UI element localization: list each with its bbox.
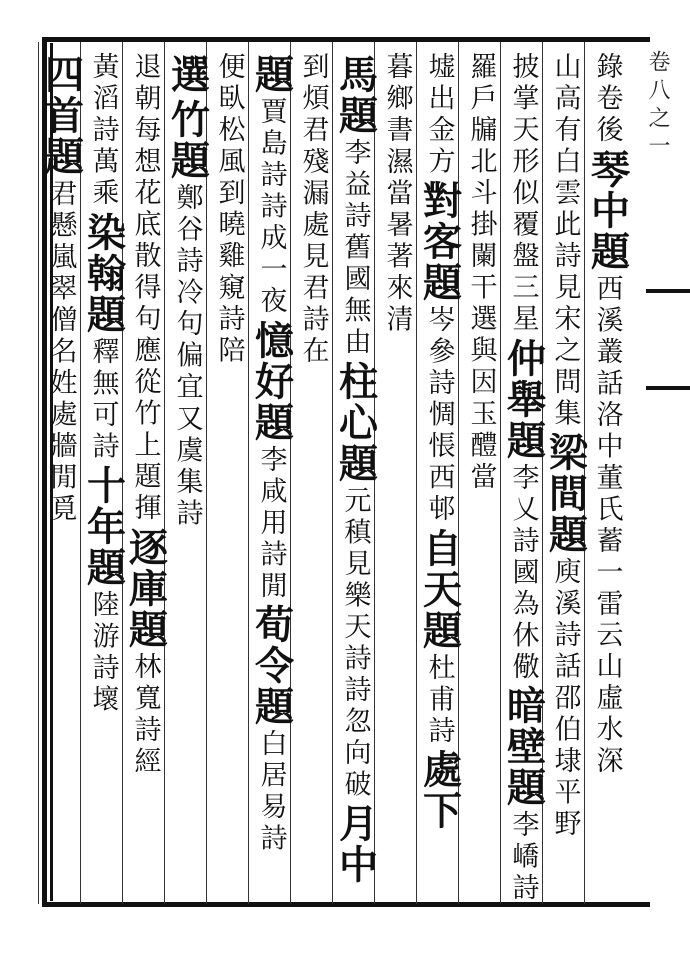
entry-title: 選	[164, 54, 211, 95]
column-text: 釋無可詩	[87, 336, 119, 463]
column-text: 到煩君	[297, 52, 329, 147]
column-text: 錄卷後	[591, 52, 623, 147]
column-text: 陸游詩壞	[87, 589, 119, 716]
column-text: 李嶠詩	[507, 810, 539, 905]
column-text: 披掌天形似覆盤三星	[507, 52, 539, 336]
column-text: 嵐翠僧名姓處	[45, 242, 77, 431]
entry-title: 竹題	[164, 99, 211, 181]
column-text: 白居易詩	[255, 729, 287, 855]
entry-title: 荀令題	[248, 604, 295, 727]
column-text: 山高有白雲此詩見宋之問集	[549, 52, 581, 430]
entry-title: 暗壁題	[500, 685, 547, 808]
column-text: 詩陪	[213, 304, 245, 367]
column-text: 黃滔詩萬乘	[87, 52, 119, 210]
column-text: 鄭谷詩冷句偏宜	[171, 183, 203, 404]
column-text: 李益詩舊國無由	[339, 138, 371, 359]
entry-title: 染翰題	[80, 211, 127, 335]
entry-title: 處下	[416, 749, 463, 831]
margin-label: 卷八之一	[645, 50, 670, 162]
entry-title: 四首題	[38, 54, 85, 177]
column-text: 云山虛水深	[591, 620, 623, 778]
entry-title: 憶好題	[248, 319, 295, 443]
column-text: 殘漏處見君詩在	[297, 146, 329, 367]
entry-title: 梁間題	[542, 432, 589, 555]
column-text: 選與因	[465, 304, 497, 399]
column-text: 羅戶牖北斗掛闌干	[465, 52, 497, 304]
entry-title: 月中	[332, 802, 379, 885]
column-text: 岑參詩惆悵西邨	[423, 305, 455, 526]
entry-title: 十年題	[80, 464, 127, 588]
entry-title: 自天題	[416, 527, 463, 651]
column-text: 退朝每想花底散得句應從竹上題	[129, 52, 161, 493]
entry-title: 題	[248, 54, 295, 95]
edge-mark-upper	[646, 289, 690, 293]
column-text: 便臥松風到曉雞	[213, 52, 245, 273]
column-text: 揮	[129, 493, 161, 525]
column-text: 窺	[213, 272, 245, 304]
column-text: 西溪叢話洛中董氏蓄一雷	[591, 273, 623, 620]
column-text: 墟出金方	[423, 52, 455, 178]
entry-title: 柱心題	[332, 360, 379, 484]
column-text: 李乂詩國為休儆	[507, 462, 539, 683]
column-text: 杜甫詩	[423, 652, 455, 747]
text-column	[33, 52, 89, 902]
column-text: 賈島詩詩成一夜	[255, 97, 287, 318]
column-text: 元稹見樂天詩詩忽向破	[339, 485, 371, 801]
column-text: 牆閒覓	[45, 431, 77, 526]
entry-title: 對客題	[416, 180, 463, 303]
column-text: 君懸	[45, 179, 77, 242]
column-text: 濕當暑著來清	[381, 146, 413, 336]
entry-title: 馬題	[332, 54, 379, 136]
column-text: 庾溪詩話邵伯埭平野	[549, 557, 581, 841]
column-text: 又虞集詩	[171, 403, 203, 530]
column-text: 李咸用詩閒	[255, 444, 287, 602]
column-rule	[38, 42, 39, 904]
entry-title: 逐庫題	[122, 526, 169, 650]
column-text: 暮鄉書	[381, 52, 413, 147]
column-text: 林寬詩經	[129, 651, 161, 778]
entry-title: 仲舉題	[500, 337, 547, 461]
column-text: 玉醴當	[465, 398, 497, 493]
edge-mark-lower	[646, 386, 690, 390]
entry-title: 琴中題	[584, 148, 631, 272]
